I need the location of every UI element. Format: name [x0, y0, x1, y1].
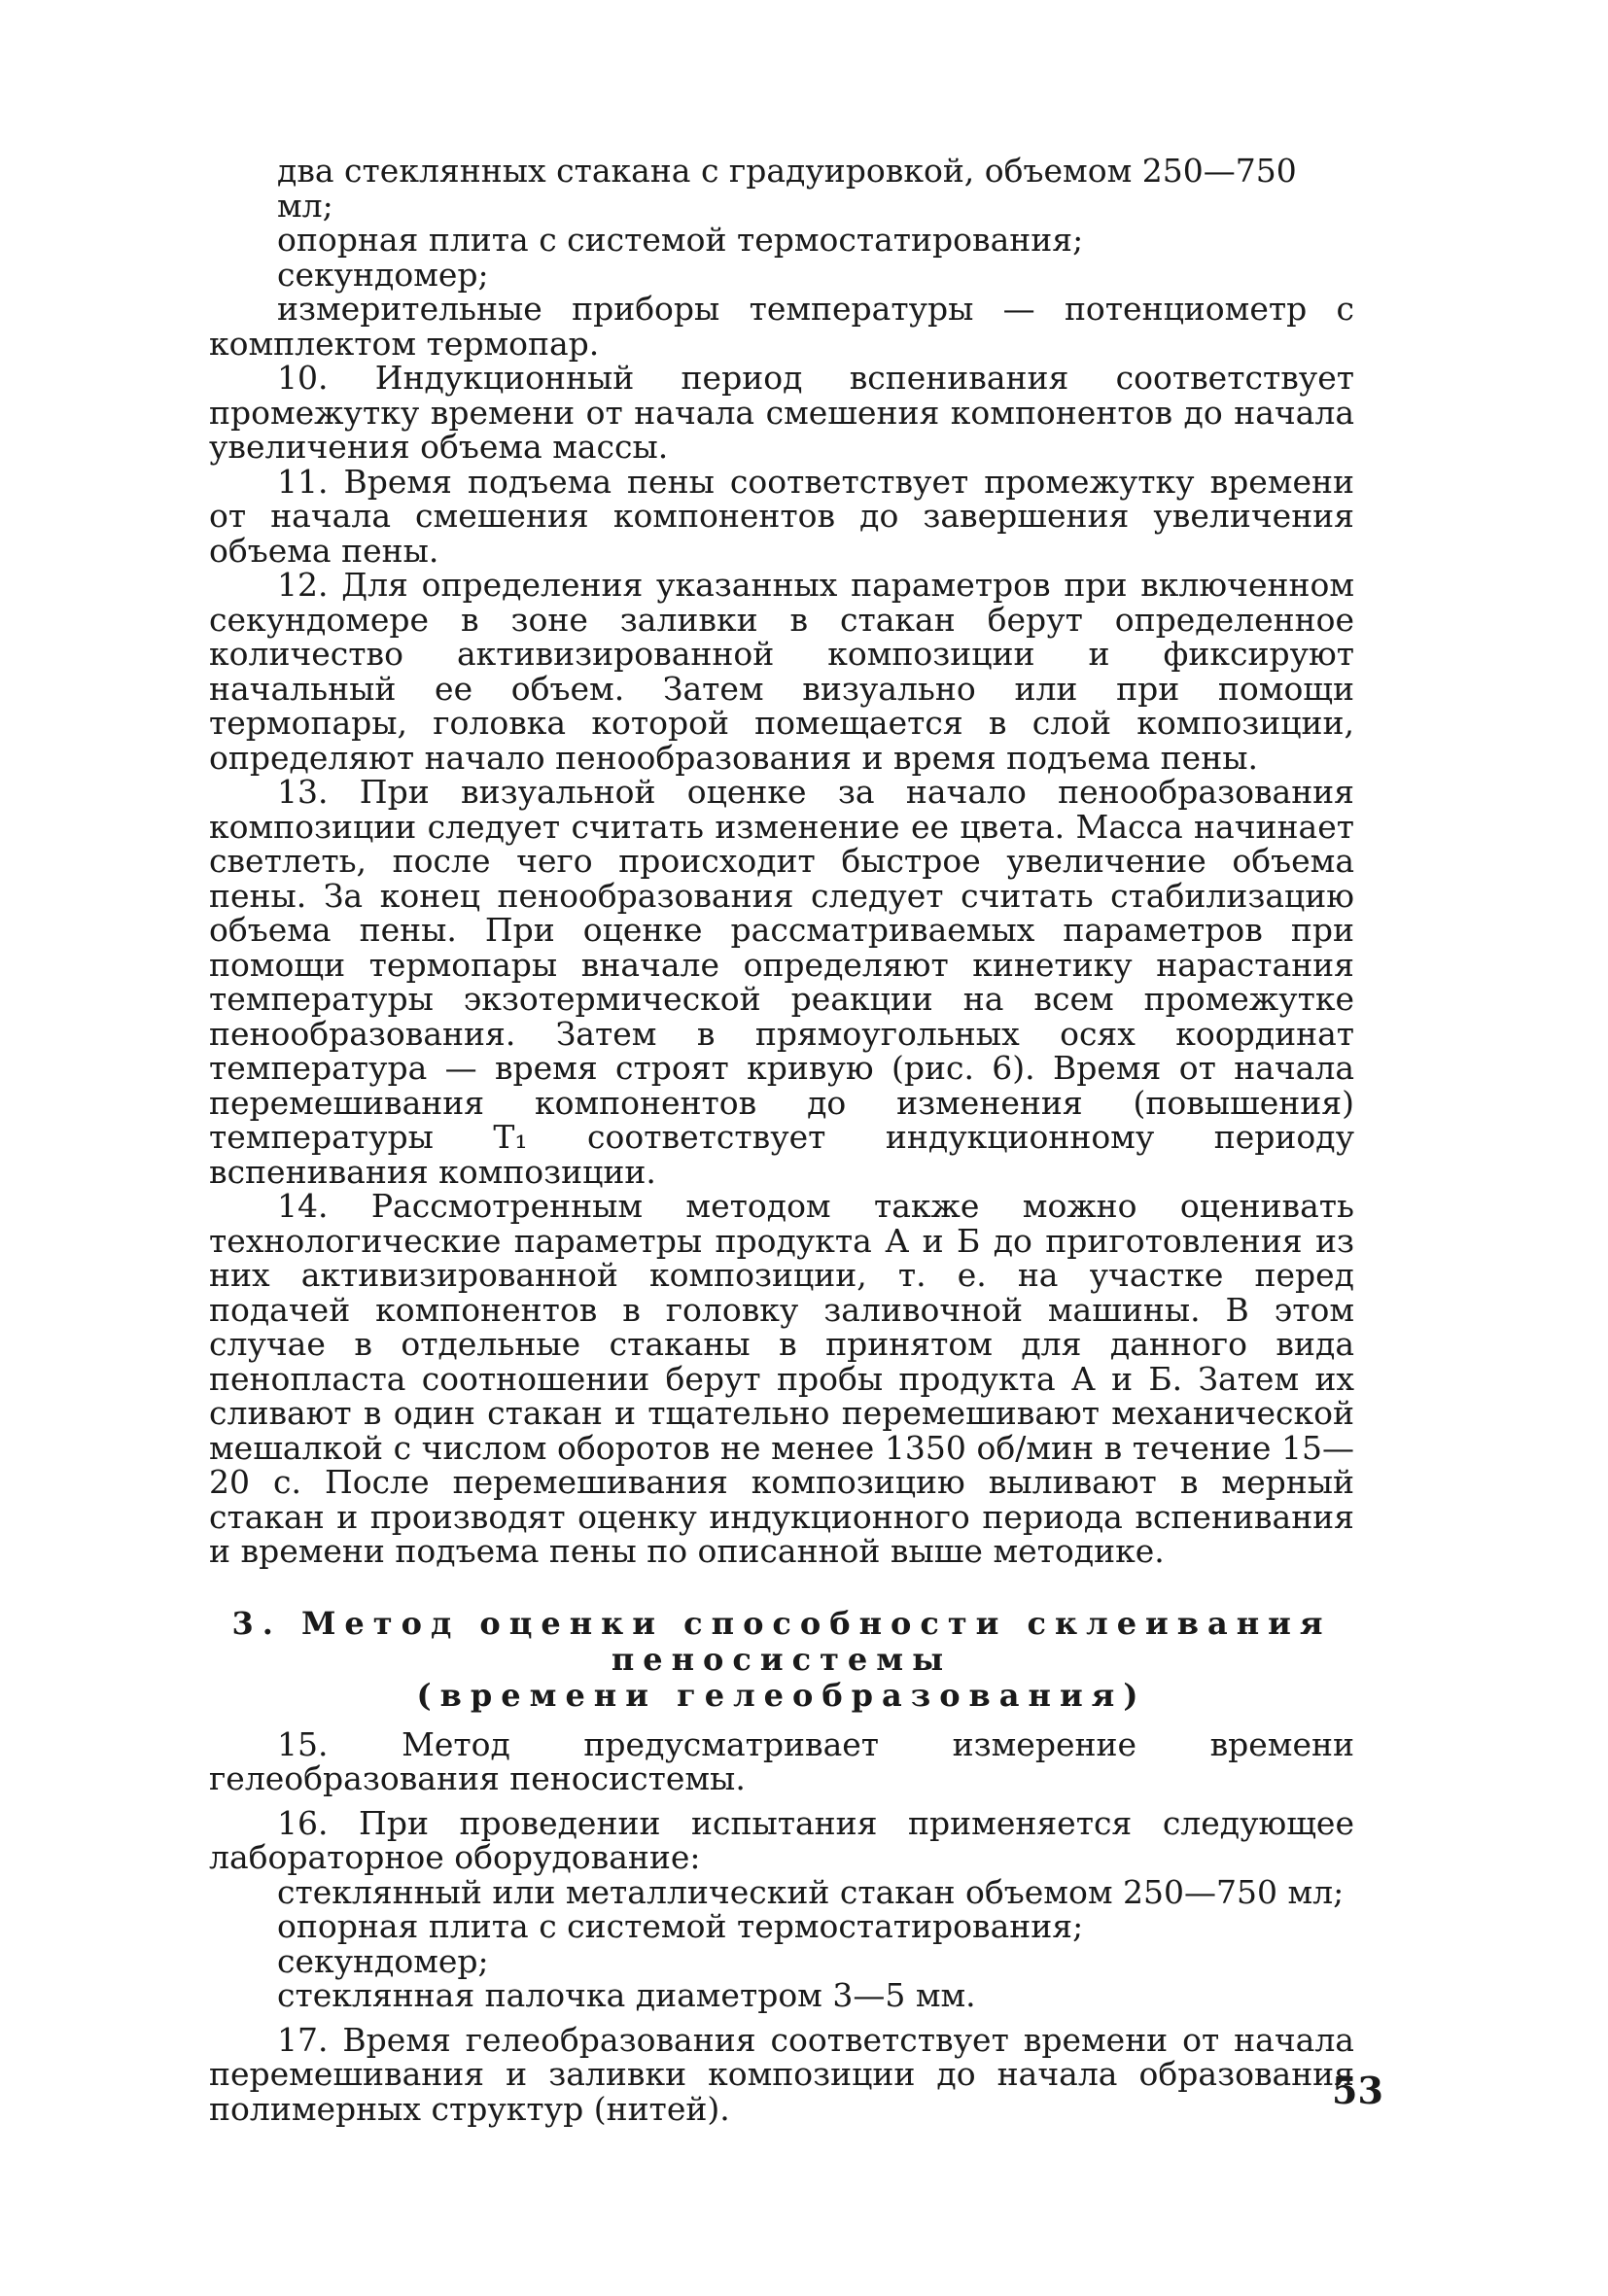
section-heading-line-2: пеносистемы	[611, 1640, 953, 1678]
lab-equipment-item-2: опорная плита с системой термостатирования;	[277, 1907, 1084, 1945]
equipment-item-2: опорная плита с системой термостатирования;	[277, 221, 1084, 259]
paragraph-11: 11. Время подъема пены соответствует промежутку времени от начала смешения компонентов до завершения увеличения объема пены.	[209, 462, 1354, 570]
equipment-item-4: измерительные приборы температуры — потенциометр с комплектом термопар.	[209, 290, 1354, 363]
paragraph-17: 17. Время гелеобразования соответствует времени от начала перемешивания и заливки композиции до начала образования полимерных структур (нитей).	[209, 2020, 1354, 2128]
equipment-item-1: два стеклянных стакана с градуировкой, объемом 250—750 мл;	[277, 152, 1297, 225]
section-heading-line-3: (времени гелеобразования)	[416, 1676, 1147, 1714]
paragraph-16: 16. При проведении испытания применяется следующее лабораторное оборудование:	[209, 1803, 1354, 1876]
paragraph-14: 14. Рассмотренным методом также можно оценивать технологические параметры продукта А и Б до приготовления из них активизированной композиции, т. е. на участке перед подачей компонентов в головку заливочной машины. В этом случае в отдельные стаканы в принятом для данного вида пенопласта соотношении берут пробы продукта А и Б. Затем их сливают в один стакан и тщательно перемешивают механической мешалкой с числом оборотов не менее 1350 об/мин в течение 15—20 с. После перемешивания композицию выливают в мерный стакан и производят оценку индукционного периода вспенивания и времени подъема пены по описанной выше методике.	[209, 1187, 1354, 1570]
equipment-item-3: секундомер;	[277, 255, 489, 294]
paragraph-13: 13. При визуальной оценке за начало пенообразования композиции следует считать изменение ее цвета. Масса начинает светлеть, после чего происходит быстрое увеличение объема пены. За конец пенообразования следует считать стабилизацию объема пены. При оценке рассматриваемых параметров при помощи термопары вначале определяют кинетику нарастания температуры экзотермической реакции на всем промежутке пенообразования. Затем в прямоугольных осях координат температура — время строят кривую (рис. 6). Время от начала перемешивания компонентов до изменения (повышения) температуры T₁ соответствует индукционному периоду вспенивания композиции.	[209, 773, 1354, 1191]
page-number: 53	[1332, 2069, 1383, 2112]
section-heading-line-1: 3. Метод оценки способности склеивания	[231, 1604, 1332, 1642]
lab-equipment-item-1: стеклянный или металлический стакан объемом 250—750 мл;	[277, 1872, 1345, 1911]
page-body	[209, 154, 1354, 2126]
lab-equipment-item-4: стеклянная палочка диаметром 3—5 мм.	[277, 1976, 976, 2014]
section-heading	[209, 1606, 1354, 1714]
paragraph-12: 12. Для определения указанных параметров при включенном секундомере в зоне заливки в стакан берут определенное количество активизированной композиции и фиксируют начальный ее объем. Затем визуально или при помощи термопары, головка которой помещается в слой композиции, определяют начало пенообразования и время подъема пены.	[209, 566, 1354, 777]
paragraph-10: 10. Индукционный период вспенивания соответствует промежутку времени от начала смешения компонентов до начала увеличения объема массы.	[209, 359, 1354, 466]
lab-equipment-item-3: секундомер;	[277, 1941, 489, 1980]
paragraph-15: 15. Метод предусматривает измерение времени гелеобразования пеносистемы.	[209, 1724, 1354, 1797]
